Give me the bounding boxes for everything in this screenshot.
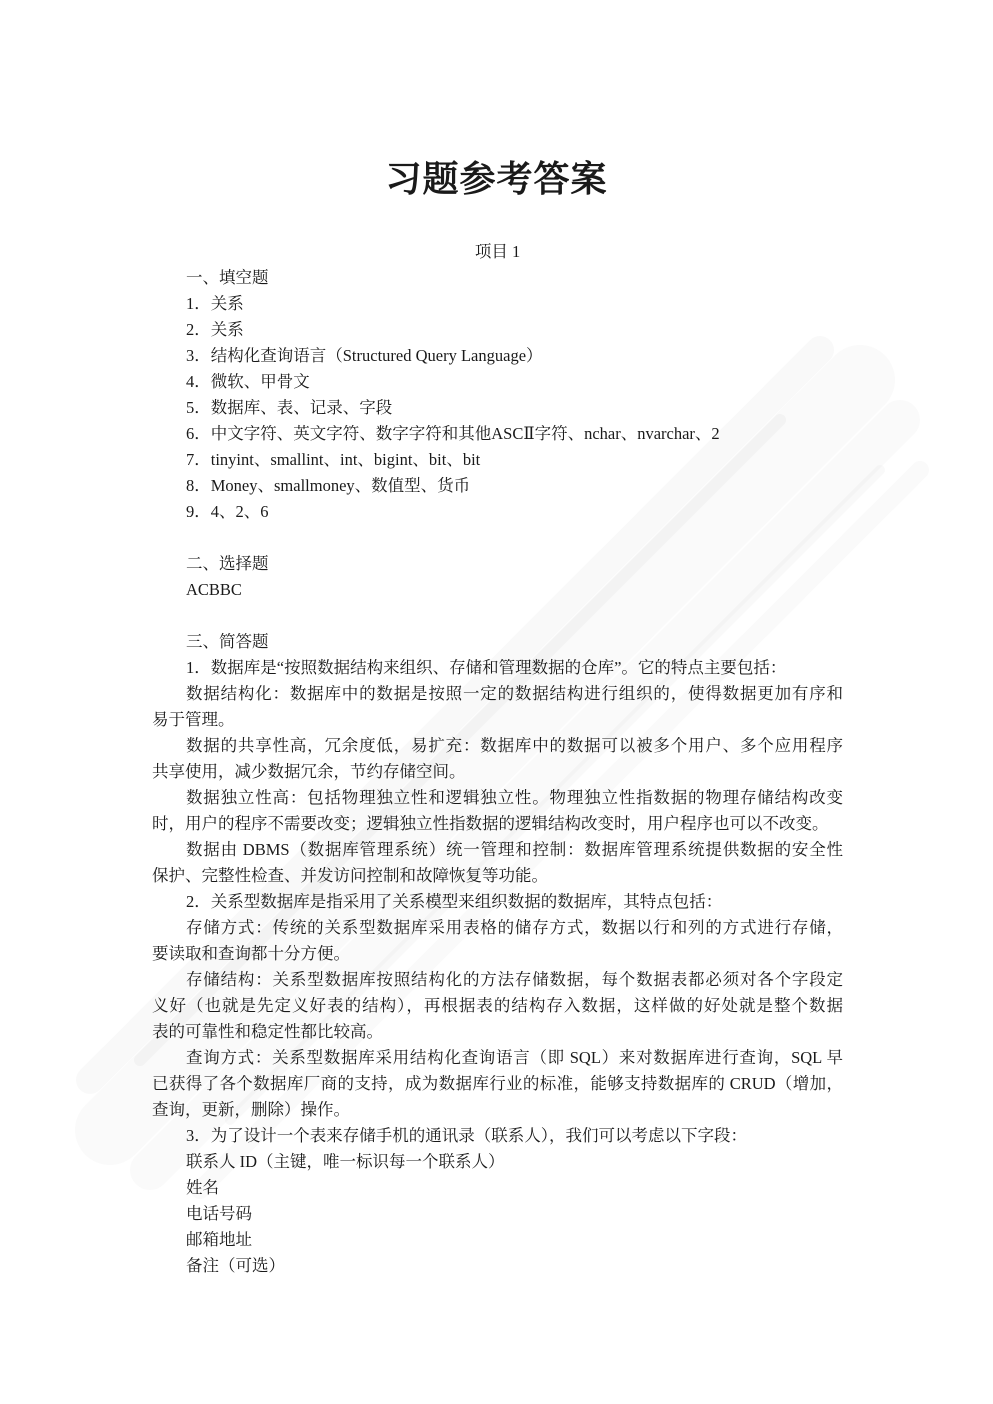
paragraph — [152, 577, 843, 603]
section — [152, 629, 843, 1279]
text-line: 4．微软、甲骨文 — [186, 372, 310, 391]
paragraph — [152, 421, 843, 447]
text-line: 表的可靠性和稳定性都比较高。 — [152, 1022, 383, 1041]
text-line: 保护、完整性检查、并发访问控制和故障恢复等功能。 — [152, 866, 548, 885]
document-body — [152, 239, 843, 1279]
text-line: 数据的共享性高，冗余度低，易扩充：数据库中的数据可以被多个用户、多个应用程序 — [186, 736, 843, 755]
text-line: 数据结构化：数据库中的数据是按照一定的数据结构进行组织的，使得数据更加有序和 — [186, 684, 843, 703]
text-line: 数据独立性高：包括物理独立性和逻辑独立性。物理独立性指数据的物理存储结构改变 — [186, 788, 843, 807]
project-label: 项目 1 — [474, 242, 521, 261]
paragraph — [152, 681, 843, 733]
text-line: 邮箱地址 — [186, 1230, 252, 1249]
text-line: 存储方式：传统的关系型数据库采用表格的储存方式，数据以行和列的方式进行存储， — [186, 918, 843, 937]
paragraph — [152, 343, 843, 369]
text-line: 6．中文字符、英文字符、数字字符和其他ASCⅡ字符、nchar、nvarchar、2 — [186, 424, 720, 443]
text-line: 查询，更新，删除）操作。 — [152, 1100, 350, 1119]
text-line: 3．结构化查询语言（Structured Query Language） — [186, 346, 543, 365]
paragraph — [152, 499, 843, 525]
paragraph — [152, 915, 843, 967]
paragraph — [152, 447, 843, 473]
text-line: 联系人 ID（主键，唯一标识每一个联系人） — [186, 1152, 505, 1171]
text-line: 7．tinyint、smallint、int、bigint、bit、bit — [186, 450, 481, 469]
text-line: ACBBC — [186, 580, 242, 599]
text-line: 2．关系 — [186, 320, 244, 339]
paragraph — [152, 1123, 843, 1149]
paragraph — [152, 655, 843, 681]
text-line: 易于管理。 — [152, 710, 235, 729]
paragraph — [152, 473, 843, 499]
paragraph — [152, 291, 843, 317]
paragraph — [152, 317, 843, 343]
text-line: 已获得了各个数据库厂商的支持，成为数据库行业的标准，能够支持数据库的 CRUD（增加， — [152, 1074, 843, 1093]
section-heading: 三、简答题 — [186, 632, 269, 651]
text-line: 义好（也就是先定义好表的结构），再根据表的结构存入数据，这样做的好处就是整个数据 — [152, 996, 843, 1015]
text-line: 电话号码 — [186, 1204, 252, 1223]
paragraph — [152, 733, 843, 785]
section — [152, 265, 843, 525]
text-line: 1．数据库是“按照数据结构来组织、存储和管理数据的仓库”。它的特点主要包括： — [186, 658, 787, 677]
paragraph — [152, 837, 843, 889]
paragraph — [152, 1045, 843, 1123]
document-title: 习题参考答案 — [385, 159, 608, 200]
section-heading: 二、选择题 — [186, 554, 269, 573]
text-line: 数据由 DBMS（数据库管理系统）统一管理和控制：数据库管理系统提供数据的安全性 — [186, 840, 843, 859]
sections-container — [152, 265, 843, 1279]
text-line: 2．关系型数据库是指采用了关系模型来组织数据的数据库，其特点包括： — [186, 892, 723, 911]
paragraph — [152, 889, 843, 915]
paragraph — [152, 785, 843, 837]
paragraph — [152, 395, 843, 421]
paragraph — [152, 369, 843, 395]
text-line: 8．Money、smallmoney、数值型、货币 — [186, 476, 471, 495]
text-line: 查询方式：关系型数据库采用结构化查询语言（即 SQL）来对数据库进行查询，SQL 早 — [186, 1048, 843, 1067]
paragraph — [152, 1253, 843, 1279]
text-line: 3．为了设计一个表来存储手机的通讯录（联系人），我们可以考虑以下字段： — [186, 1126, 747, 1145]
paragraph — [152, 1201, 843, 1227]
section — [152, 551, 843, 603]
paragraph — [152, 1149, 843, 1175]
text-line: 姓名 — [186, 1178, 219, 1197]
text-line: 1．关系 — [186, 294, 244, 313]
text-line: 时，用户的程序不需要改变；逻辑独立性指数据的逻辑结构改变时，用户程序也可以不改变。 — [152, 814, 829, 833]
paragraph — [152, 1227, 843, 1253]
text-line: 存储结构：关系型数据库按照结构化的方法存储数据，每个数据表都必须对各个字段定 — [186, 970, 843, 989]
section-heading: 一、填空题 — [186, 268, 269, 287]
paragraph — [152, 967, 843, 1045]
text-line: 9．4、2、6 — [186, 502, 269, 521]
text-line: 备注（可选） — [186, 1256, 285, 1275]
paragraph — [152, 1175, 843, 1201]
text-line: 共享使用，减少数据冗余，节约存储空间。 — [152, 762, 466, 781]
text-line: 要读取和查询都十分方便。 — [152, 944, 350, 963]
text-line: 5．数据库、表、记录、字段 — [186, 398, 393, 417]
